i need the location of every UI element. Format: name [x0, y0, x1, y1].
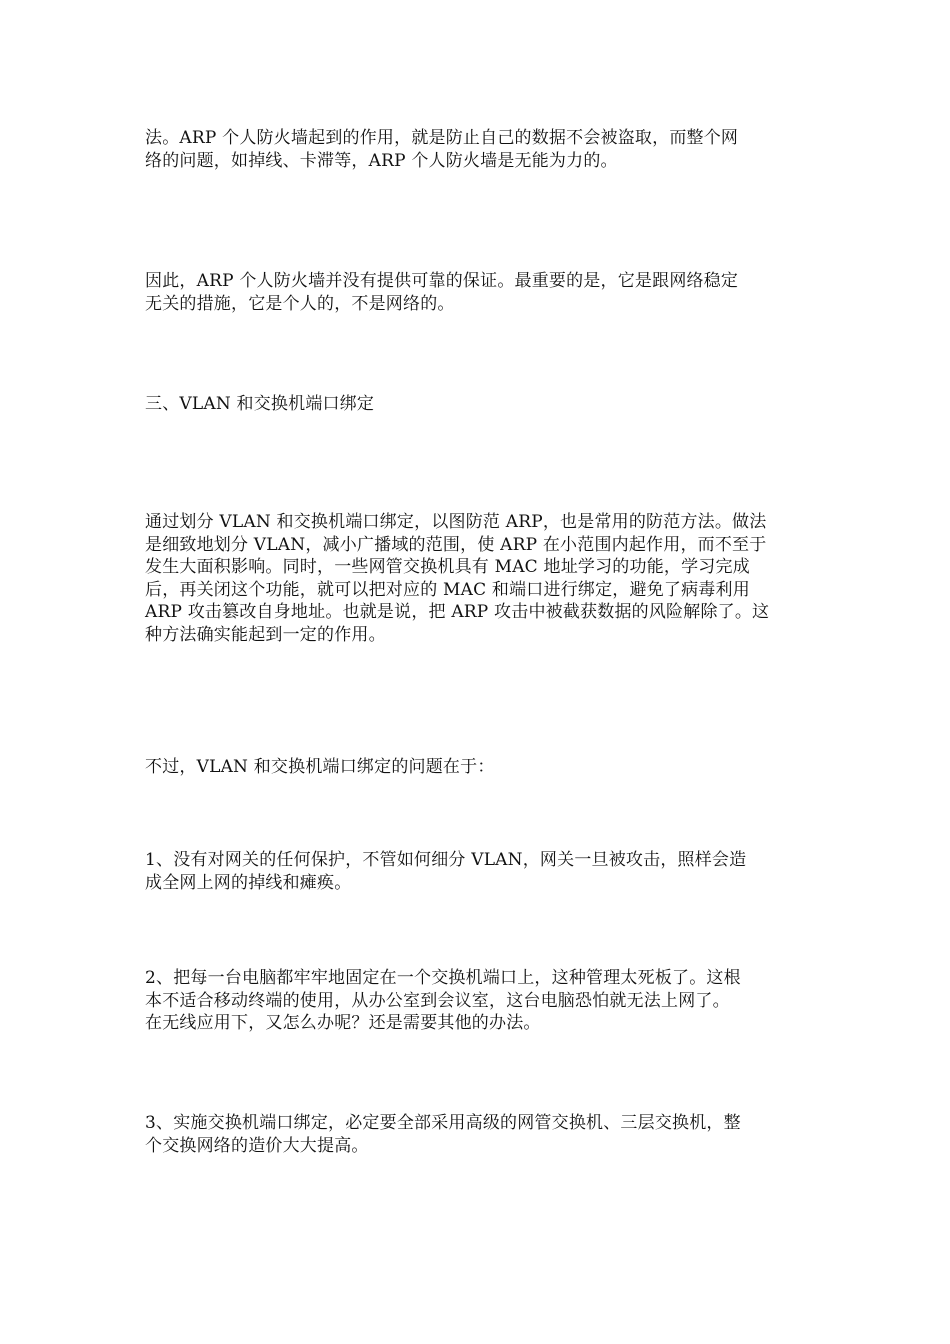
section-heading-vlan-port-binding: 三、VLAN 和交换机端口绑定 — [145, 394, 375, 414]
list-item-problem-2: 2、把每一台电脑都牢牢地固定在一个交换机端口上，这种管理太死板了。这根 本不适合移动终端的使用，从办公室到会议室，这台电脑恐怕就无法上网了。 在无线应用下，又怎么办呢？还是需要其他的办法。 — [145, 968, 741, 1033]
paragraph-vlan-method: 通过划分 VLAN 和交换机端口绑定，以图防范 ARP，也是常用的防范方法。做法 是细致地划分 VLAN，减小广播域的范围，使 ARP 在小范围内起作用，而不至于 发生大面积影响。同时，一些网管交换机具有 MAC 地址学习的功能，学习完成 后，再关闭这个功能，就可以把对应的 MAC 和端口进行绑定，避免了病毒利用 ARP 攻击篡改自身地址。也就是说，把 ARP 攻击中被截获数据的风险解除了。这 种方法确实能起到一定的作用。 — [145, 512, 770, 645]
paragraph-arp-firewall-role: 法。ARP 个人防火墙起到的作用，就是防止自己的数据不会被盗取，而整个网 络的问题，如掉线、卡滞等，ARP 个人防火墙是无能为力的。 — [145, 128, 739, 171]
paragraph-vlan-problems-intro: 不过，VLAN 和交换机端口绑定的问题在于： — [145, 757, 495, 777]
list-item-problem-1: 1、没有对网关的任何保护，不管如何细分 VLAN，网关一旦被攻击，照样会造 成全网上网的掉线和瘫痪。 — [145, 850, 747, 893]
paragraph-arp-firewall-conclusion: 因此，ARP 个人防火墙并没有提供可靠的保证。最重要的是，它是跟网络稳定 无关的措施，它是个人的，不是网络的。 — [145, 271, 739, 314]
list-item-problem-3: 3、实施交换机端口绑定，必定要全部采用高级的网管交换机、三层交换机，整 个交换网络的造价大大提高。 — [145, 1113, 741, 1156]
